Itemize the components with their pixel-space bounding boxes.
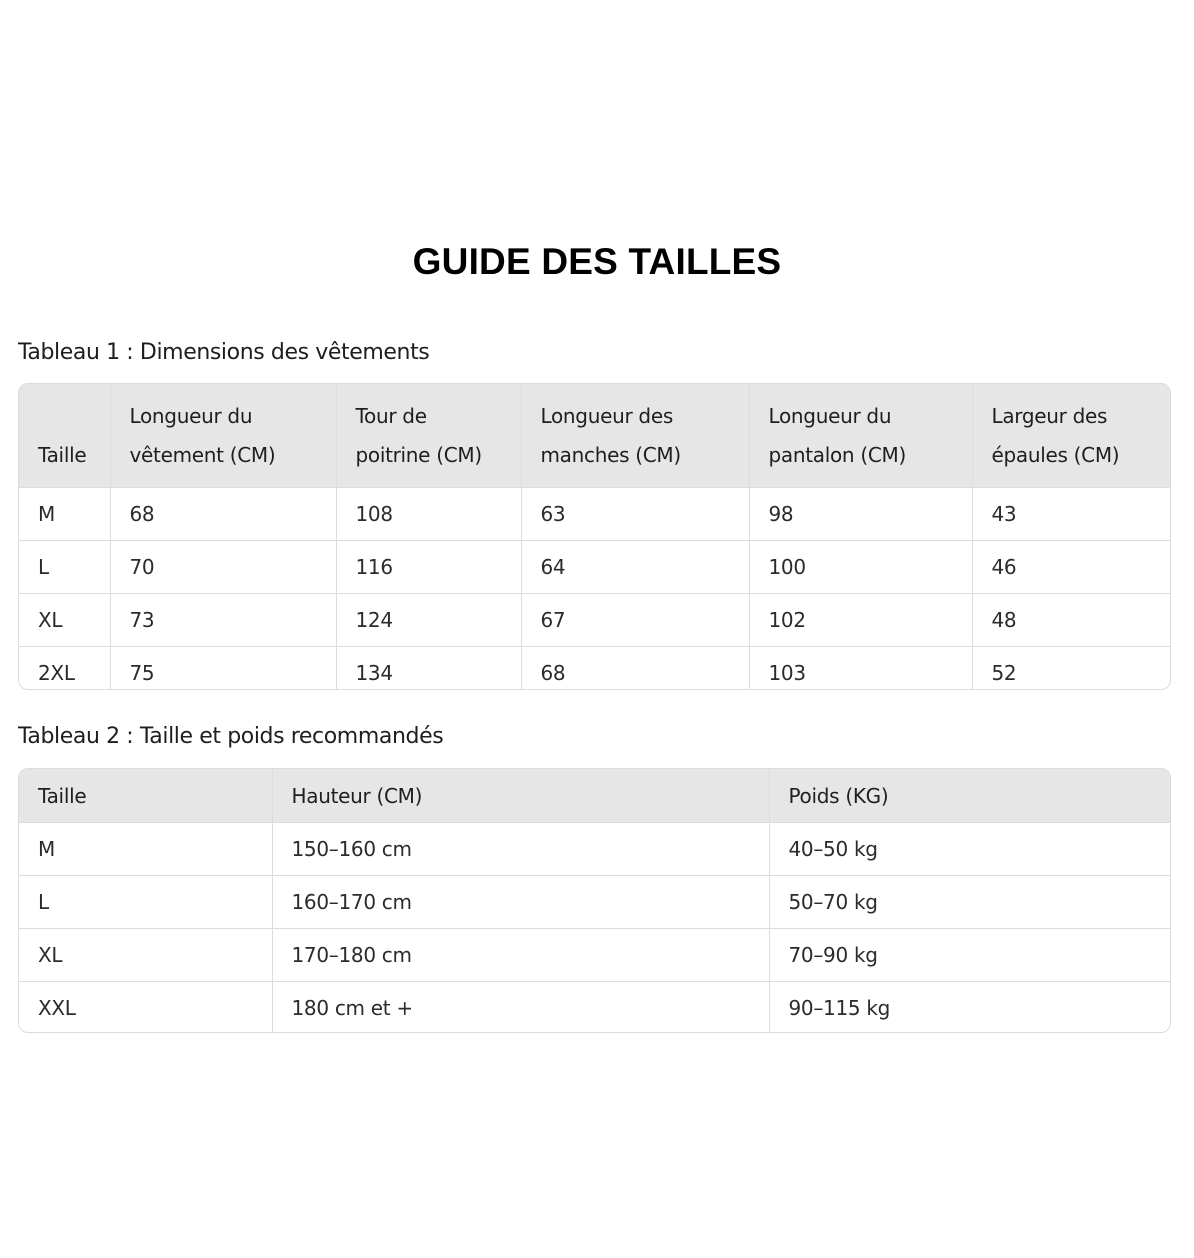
table-cell: 116 <box>336 541 521 594</box>
table-cell: 134 <box>336 647 521 691</box>
table1-header-cell: Tour de poitrine (CM) <box>336 384 521 488</box>
table-cell: 64 <box>521 541 749 594</box>
table-cell: 90–115 kg <box>788 996 891 1020</box>
table-row <box>19 594 1170 647</box>
table-row <box>19 647 1170 691</box>
table-cell: 63 <box>521 488 749 541</box>
table-row <box>19 541 1170 594</box>
table-cell: 68 <box>110 488 336 541</box>
table-cell: 50–70 kg <box>769 876 1170 929</box>
table2-caption: Tableau 2 : Taille et poids recommandés <box>18 724 444 749</box>
table-cell: 73 <box>110 594 336 647</box>
table1-header-cell: Taille <box>19 384 110 488</box>
table-cell: 43 <box>972 488 1170 541</box>
table-cell: 180 cm et + <box>272 982 769 1034</box>
table-cell: 98 <box>749 488 972 541</box>
table-cell: M <box>19 823 272 876</box>
table-cell: 48 <box>972 594 1170 647</box>
table-cell: 67 <box>521 594 749 647</box>
garment-dimensions-table <box>18 383 1171 690</box>
table1-header-row <box>19 384 1170 488</box>
table-cell: XL <box>19 929 272 982</box>
table-cell: 46 <box>972 541 1170 594</box>
table-cell: 68 <box>521 647 749 691</box>
table-cell: 52 <box>991 661 1017 685</box>
table-cell: 108 <box>336 488 521 541</box>
table-cell: XL <box>19 594 110 647</box>
table-row <box>19 929 1170 982</box>
table1-header-cell: Longueur des manches (CM) <box>521 384 749 488</box>
table-cell: 70 <box>110 541 336 594</box>
table1-caption: Tableau 1 : Dimensions des vêtements <box>18 340 430 365</box>
table-row <box>19 488 1170 541</box>
table1-header-cell: Longueur du vêtement (CM) <box>110 384 336 488</box>
table2-header-cell: Poids (KG) <box>769 769 1170 823</box>
table-cell: 102 <box>749 594 972 647</box>
table-cell: 2XL <box>19 647 110 691</box>
table-cell: XXL <box>19 982 272 1034</box>
table-cell: M <box>19 488 110 541</box>
table-cell: 150–160 cm <box>272 823 769 876</box>
table-cell: L <box>19 876 272 929</box>
table-cell: 103 <box>749 647 972 691</box>
table-cell: 100 <box>749 541 972 594</box>
table-cell: 160–170 cm <box>272 876 769 929</box>
table-cell: L <box>19 541 110 594</box>
recommended-height-weight-table <box>18 768 1171 1033</box>
table-cell: 124 <box>336 594 521 647</box>
table-cell: 70–90 kg <box>769 929 1170 982</box>
table-row <box>19 876 1170 929</box>
table1-header-cell: Longueur du pantalon (CM) <box>749 384 972 488</box>
table-cell: 40–50 kg <box>769 823 1170 876</box>
table2-header-cell: Hauteur (CM) <box>272 769 769 823</box>
table-row <box>19 823 1170 876</box>
table2-header-cell: Taille <box>19 769 272 823</box>
page-title: GUIDE DES TAILLES <box>412 241 782 282</box>
table-cell: 75 <box>110 647 336 691</box>
table1-header-cell: Largeur des épaules (CM) <box>972 384 1170 488</box>
table-cell: 170–180 cm <box>272 929 769 982</box>
table-row <box>19 982 1170 1034</box>
table2-header-row <box>19 769 1170 823</box>
